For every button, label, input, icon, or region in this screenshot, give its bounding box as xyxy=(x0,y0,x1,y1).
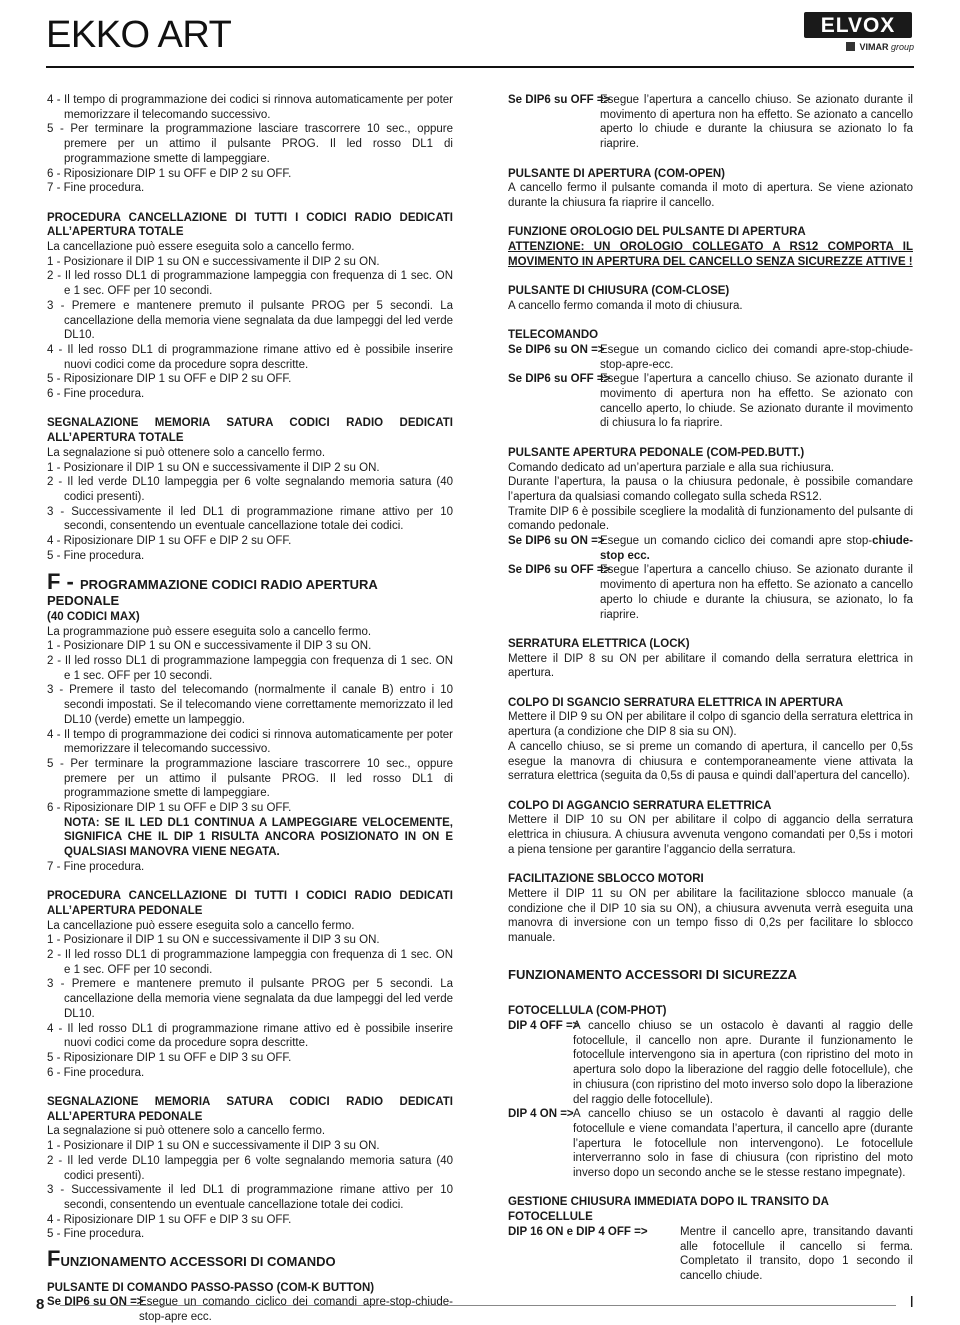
dip-setting-key: DIP 4 OFF => xyxy=(508,1020,580,1033)
page-number: 8 xyxy=(36,1296,45,1313)
text-line: 4 - Riposizionare DIP 1 su OFF e DIP 2 su OFF. xyxy=(47,535,292,548)
text-line: La segnalazione si può ottenere solo a cancello fermo. xyxy=(47,1125,326,1138)
section-heading: PULSANTE DI APERTURA (COM-OPEN) xyxy=(508,167,726,180)
dip-setting-row xyxy=(508,1019,913,1107)
text-line: 4 - Il tempo di programmazione dei codici si rinnova automaticamente per poter memorizzare il telecomando successivo. xyxy=(47,94,453,121)
chapter-heading xyxy=(47,1246,453,1272)
chapter-letter: F xyxy=(47,1246,61,1272)
section-heading: FACILITAZIONE SBLOCCO MOTORI xyxy=(508,873,704,886)
dip-setting-row xyxy=(508,534,913,563)
dip-setting-value xyxy=(600,534,913,563)
text-line: 1 - Posizionare il DIP 1 su ON e successivamente il DIP 2 su ON. xyxy=(47,461,380,474)
footer-rule xyxy=(60,1305,896,1306)
text-line: A cancello fermo comanda il moto di chiusura. xyxy=(508,299,743,312)
elvox-logo-icon xyxy=(804,12,912,38)
text-line: 1 - Posizionare il DIP 1 su ON e successivamente il DIP 3 su ON. xyxy=(47,934,380,947)
warning-note: ATTENZIONE: UN OROLOGIO COLLEGATO A RS12 COMPORTA IL MOVIMENTO IN APERTURA DEL CANCELLO SENZA SICUREZZE ATTIVE ! xyxy=(508,241,913,268)
dip-setting-key: Se DIP6 su ON => xyxy=(508,535,605,548)
text-line: 1 - Posizionare il DIP 1 su ON e successivamente il DIP 2 su ON. xyxy=(47,255,380,268)
text-line: Mettere il DIP 8 su ON per abilitare il comando della serratura elettrica in apertura. xyxy=(508,652,913,680)
text-line: 2 - Il led rosso DL1 di programmazione lampeggia con frequenza di 1 sec. ON e 1 sec. OFF per 10 secondi. xyxy=(47,654,453,682)
language-marker: I xyxy=(909,1294,914,1311)
dip-setting-row xyxy=(508,343,913,372)
text-line: 3 - Successivamente il led DL1 di programmazione rimane attivo per 10 secondi, consentendo un eventuale cancellazione totale dei codici. xyxy=(47,505,453,533)
left-column xyxy=(47,93,453,1325)
dip-setting-key: Se DIP6 su ON => xyxy=(47,1296,144,1309)
section-heading: GESTIONE CHIUSURA IMMEDIATA DOPO IL TRANSITO DA FOTOCELLULE xyxy=(508,1196,829,1224)
vimar-mark-icon xyxy=(846,42,855,51)
text-line: 7 - Fine procedura. xyxy=(47,860,145,873)
brand-sub-name: VIMAR xyxy=(859,42,889,52)
text-line: La cancellazione può essere eseguita solo a cancello fermo. xyxy=(47,919,355,932)
section-heading: COLPO DI SGANCIO SERRATURA ELETTRICA IN APERTURA xyxy=(508,696,844,709)
text-line: 5 - Fine procedura. xyxy=(47,1228,145,1241)
dip-setting-value: Esegue l’apertura a cancello chiuso. Se azionato durante il movimento di apertura non ha effetto. Se azionato a cancello aperto lo chiude e durante la chiusura se azionato lo fa riaprire. xyxy=(600,94,913,151)
dip-setting-row xyxy=(508,1225,913,1284)
text-line: 5 - Per terminare la programmazione lasciare trascorrere 10 sec., oppure premere per un attimo il pulsante PROG. Il led rosso DL1 di programmazione smette di lampeggiare. xyxy=(47,757,453,800)
text-line: La cancellazione può essere eseguita solo a cancello fermo. xyxy=(47,241,355,254)
section-heading: PULSANTE APERTURA PEDONALE (COM-PED.BUTT.) xyxy=(508,446,805,459)
text-line: 3 - Successivamente il led DL1 di programmazione rimane attivo per 10 secondi, consentendo un eventuale cancellazione totale dei codici. xyxy=(47,1184,453,1211)
text-line: 4 - Il led rosso DL1 di programmazione rimane attivo ed è possibile inserire nuovi codici come da procedure sopra descritte. xyxy=(47,1022,453,1050)
chapter-subtitle: (40 CODICI MAX) xyxy=(47,610,140,623)
text-line: 2 - Il led rosso DL1 di programmazione lampeggia con frequenza di 1 sec. ON e 1 sec. OFF per 10 secondi. xyxy=(47,949,453,976)
brand-logo xyxy=(804,12,914,58)
dip-setting-row xyxy=(508,563,913,622)
text-line: Comando dedicato ad un’apertura parziale e alla sua richiusura. xyxy=(508,461,835,474)
dip-setting-key: Se DIP6 su OFF => xyxy=(508,373,611,386)
document-title: EKKO ART xyxy=(46,14,232,56)
text-line: 3 - Premere e mantenere premuto il pulsante PROG per 5 secondi. La cancellazione della memoria viene segnalata da due lampeggi del led verde DL10. xyxy=(47,978,453,1020)
text-line: 5 - Per terminare la programmazione lasciare trascorrere 10 sec., oppure premere per un attimo il pulsante PROG. Il led rosso DL1 di programmazione smette di lampeggiare. xyxy=(47,123,453,165)
section-heading: SEGNALAZIONE MEMORIA SATURA CODICI RADIO DEDICATI ALL’APERTURA PEDONALE xyxy=(47,1096,453,1123)
text-line: Mettere il DIP 10 su ON per abilitare il colpo di aggancio della serratura elettrica in chiusura. A chiusura avvenuta vengono comandati per 0,5s i motori a piena tensione per garantire l’aggancio della serratura. xyxy=(508,814,913,856)
brand-subline xyxy=(846,42,914,52)
text-line: A cancello fermo il pulsante comanda il moto di apertura. Se viene azionato durante la chiusura fa riaprire il cancello. xyxy=(508,182,913,209)
text-line: A cancello chiuso, se si preme un comando di apertura, il cancello per 0,5s esegue la manovra di chiusura e contemporaneamente viene attivata la serratura elettrica (seguita da 0,5s di pausa e quindi dall’apertura del cancello). xyxy=(508,740,913,783)
dip-setting-key: DIP 16 ON e DIP 4 OFF => xyxy=(508,1225,648,1238)
section-heading: PROCEDURA CANCELLAZIONE DI TUTTI I CODICI RADIO DEDICATI ALL’APERTURA TOTALE xyxy=(47,211,453,239)
dip-setting-key: Se DIP6 su ON => xyxy=(508,343,605,356)
text-line: 4 - Il led rosso DL1 di programmazione rimane attivo ed è possibile inserire nuovi codici come da procedure sopra descritte. xyxy=(47,343,453,371)
text-line: 6 - Fine procedura. xyxy=(47,388,145,401)
text-line: Durante l’apertura, la pausa o la chiusura pedonale, è possibile comandare l’apertura da qualsiasi comando collegato sulla scheda RS12. xyxy=(508,476,913,503)
text-line: Tramite DIP 6 è possibile scegliere la modalità di funzionamento del pulsante di comando pedonale. xyxy=(508,505,913,533)
dip-setting-value: A cancello chiuso se un ostacolo è davanti al raggio delle fotocellule, il cancello non apre. Durante il funzionamento le fotocellule intervengono sia in apertura (con ripristino del moto in apertura solo dopo la liberazione del raggio delle fotocellule), che in chiusura (con ripristino del moto inverso solo dopo la liberazione del raggio delle fotocellule). xyxy=(573,1020,913,1106)
text-line: 3 - Premere e mantenere premuto il pulsante PROG per 5 secondi. La cancellazione della memoria viene segnalata da due lampeggi del led verde DL10. xyxy=(47,299,453,342)
dip-setting-value: Esegue l’apertura a cancello chiuso. Se azionato durante il movimento di apertura non ha effetto. Se azionato con cancello aperto, lo chiude. Se azionato durante il movimento di chiusura lo fa riaprire. xyxy=(600,373,913,430)
dip-setting-key: Se DIP6 su OFF => xyxy=(508,94,611,106)
svg-text:ELVOX: ELVOX xyxy=(820,14,896,37)
text-line: Mettere il DIP 11 su ON per abilitare la facilitazione sblocco manuale (a condizione che il DIP 10 sia su ON), a chiusura avvenuta verrà eseguita una manovra di inversione con un tempo fisso di 0,2s per facilitare lo sblocco manuale. xyxy=(508,887,913,944)
text-line: 6 - Riposizionare DIP 1 su OFF e DIP 3 su OFF. xyxy=(47,802,292,815)
dip-setting-value: Esegue un comando ciclico dei comandi apre-stop-chiude-stop-apre-ecc. xyxy=(600,343,913,371)
dip-setting-row xyxy=(508,372,913,431)
dip-setting-value-bold: chiude-stop ecc. xyxy=(600,535,913,562)
section-heading: TELECOMANDO xyxy=(508,329,599,342)
right-column xyxy=(508,93,913,1284)
section-heading: FUNZIONE OROLOGIO DEL PULSANTE DI APERTURA xyxy=(508,226,806,239)
text-line: 1 - Posizionare DIP 1 su ON e successivamente il DIP 3 su ON. xyxy=(47,640,372,653)
chapter-title: UNZIONAMENTO ACCESSORI DI COMANDO xyxy=(60,1254,336,1270)
text-line: 5 - Fine procedura. xyxy=(47,549,145,562)
dip-setting-row xyxy=(508,1107,913,1181)
dip-setting-row xyxy=(508,93,913,152)
text-line: La segnalazione si può ottenere solo a cancello fermo. xyxy=(47,446,326,459)
dip-setting-value-part: Esegue un comando ciclico dei comandi apre stop- xyxy=(600,535,873,548)
chapter-heading xyxy=(47,569,453,609)
section-heading: SEGNALAZIONE MEMORIA SATURA CODICI RADIO DEDICATI ALL’APERTURA TOTALE xyxy=(47,417,453,445)
brand-sub-group: group xyxy=(890,42,914,52)
dip-setting-value: Mentre il cancello apre, transitando davanti alle fotocellule il cancello si ferma. Completato il transito, dopo 1 secondo il cancello chiude. xyxy=(680,1225,913,1282)
chapter-heading: FUNZIONAMENTO ACCESSORI DI SICUREZZA xyxy=(508,966,797,982)
chapter-letter: F - xyxy=(47,569,80,595)
dip-setting-value: A cancello chiuso se un ostacolo è davanti al raggio delle fotocellule e viene comandata l’apertura, il cancello apre (durante l’apertura le fotocellule non intervengono). Le fotocellule interverranno solo in fase di chiusura (con ripristino del moto inverso dopo un secondo anche se le stesse restano impegnate). xyxy=(573,1108,913,1180)
text-line: 5 - Riposizionare DIP 1 su OFF e DIP 2 su OFF. xyxy=(47,373,292,386)
text-line: 6 - Riposizionare DIP 1 su OFF e DIP 2 su OFF. xyxy=(47,167,292,180)
text-line: 4 - Riposizionare DIP 1 su OFF e DIP 3 su OFF. xyxy=(47,1213,292,1226)
section-heading: PROCEDURA CANCELLAZIONE DI TUTTI I CODICI RADIO DEDICATI ALL’APERTURA PEDONALE xyxy=(47,890,453,917)
text-line: 2 - Il led verde DL10 lampeggia per 6 volte segnalando memoria satura (40 codici presenti). xyxy=(47,1154,453,1182)
text-line: 3 - Premere il tasto del telecomando (normalmente il canale B) entro i 10 secondi impostati. Se il telecomando viene correttamente memorizzato il led DL10 (verde) emette un lampeggio. xyxy=(47,684,453,726)
section-heading: SERRATURA ELETTRICA (LOCK) xyxy=(508,637,690,650)
section-heading: COLPO DI AGGANCIO SERRATURA ELETTRICA xyxy=(508,799,772,812)
dip-setting-value: Esegue l’apertura a cancello chiuso. Se azionato durante il movimento di apertura non ha effetto. Se azionato a cancello aperto lo chiude e durante la chiusura, se azionato, lo fa riaprire. xyxy=(600,564,913,621)
section-heading: PULSANTE DI CHIUSURA (COM-CLOSE) xyxy=(508,285,730,298)
text-line: 2 - Il led rosso DL1 di programmazione lampeggia con frequenza di 1 sec. ON e 1 sec. OFF per 10 secondi. xyxy=(47,270,453,298)
text-line: La programmazione può essere eseguita solo a cancello fermo. xyxy=(47,625,372,638)
text-line: 1 - Posizionare il DIP 1 su ON e successivamente il DIP 3 su ON. xyxy=(47,1140,380,1153)
text-line: 2 - Il led verde DL10 lampeggia per 6 volte segnalando memoria satura (40 codici presenti). xyxy=(47,476,453,503)
section-heading: PULSANTE DI COMANDO PASSO-PASSO (COM-K BUTTON) xyxy=(47,1281,375,1294)
text-line: 5 - Riposizionare DIP 1 su OFF e DIP 3 su OFF. xyxy=(47,1051,292,1064)
warning-note: NOTA: SE IL LED DL1 CONTINUA A LAMPEGGIARE VELOCEMENTE, SIGNIFICA CHE IL DIP 1 RISULTA ANCORA POSIZIONATO IN ON E QUALSIASI MANOVRA VIENE NEGATA. xyxy=(64,816,453,859)
text-line: 6 - Fine procedura. xyxy=(47,1066,145,1079)
dip-setting-row xyxy=(47,1295,453,1324)
text-line: 7 - Fine procedura. xyxy=(47,182,145,195)
header-rule xyxy=(46,66,914,68)
text-line: Mettere il DIP 9 su ON per abilitare il colpo di sgancio della serratura elettrica in apertura (a condizione che DIP 8 sia su ON). xyxy=(508,711,913,739)
dip-setting-key: DIP 4 ON => xyxy=(508,1108,574,1121)
dip-setting-value: Esegue un comando ciclico dei comandi apre-stop-chiude-stop-apre ecc. xyxy=(139,1296,453,1324)
dip-setting-key: Se DIP6 su OFF => xyxy=(508,564,611,577)
chapter-title: PROGRAMMAZIONE CODICI RADIO APERTURA PEDONALE xyxy=(47,577,378,609)
section-heading: FOTOCELLULA (COM-PHOT) xyxy=(508,1005,667,1018)
text-line: 4 - Il tempo di programmazione dei codici si rinnova automaticamente per poter memorizzare il telecomando successivo. xyxy=(47,728,453,756)
